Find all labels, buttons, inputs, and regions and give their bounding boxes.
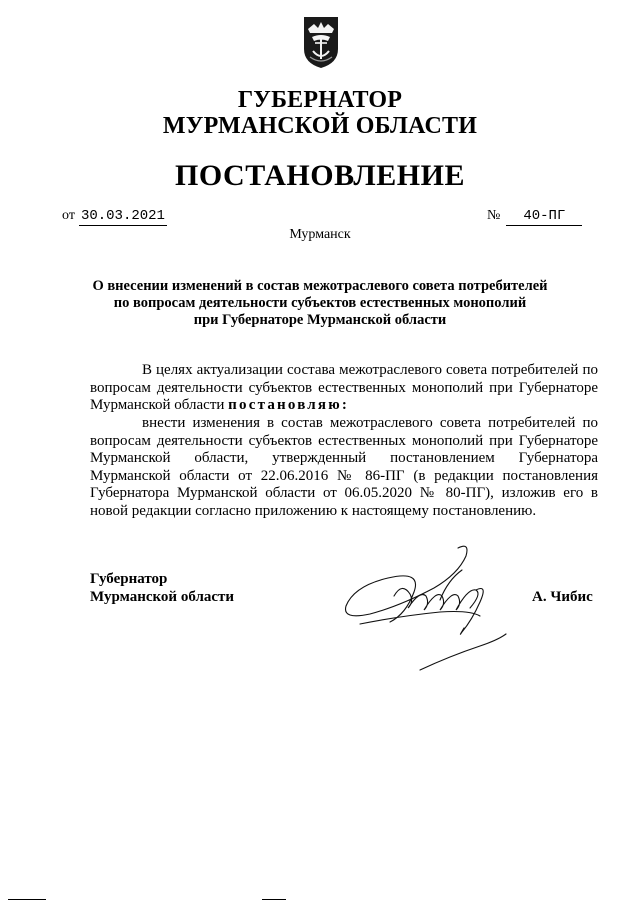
signer-title-line1: Губернатор <box>90 571 168 587</box>
date-prefix: от <box>62 208 75 223</box>
authority-title-line1: ГУБЕРНАТОР <box>237 87 403 113</box>
document-city: Мурманск <box>289 227 351 242</box>
decree-word: постановляю: <box>228 397 350 413</box>
signer-title <box>90 571 234 606</box>
document-number-row <box>487 207 582 226</box>
document-date: 30.03.2021 <box>80 208 165 224</box>
body-paragraph-2: внести изменения в состав межотраслевого совета потребителей по вопросам деятельности субъектов естественных монополий при Губернаторе Мурманской области, утвержденный постановлением Губернатора Мурманской области от 22.06.2016 № 86-ПГ (в редакции постановления Губернатора Мурманской области от 06.05.2020 № 80-ПГ), изложив его в новой редакции согласно приложению к настоящему постановлению. <box>90 415 598 519</box>
document-subject <box>60 278 580 329</box>
document-date-row <box>62 207 167 226</box>
handwritten-signature-icon <box>330 540 530 680</box>
signer-title-line2: Мурманской области <box>90 588 235 605</box>
subject-line2: по вопросам деятельности субъектов естественных монополий <box>113 295 527 311</box>
authority-title-line2: МУРМАНСКОЙ ОБЛАСТИ <box>162 113 478 139</box>
body-paragraph-1 <box>90 362 598 415</box>
footer-divider-center <box>262 899 286 900</box>
footer-divider-left <box>8 899 46 900</box>
subject-line3: при Губернаторе Мурманской области <box>193 312 447 328</box>
document-number: 40-ПГ <box>506 207 582 226</box>
body-paragraph-1-text: В целях актуализации состава межотраслевого совета потребителей по вопросам деятельности субъектов естественных монополий при Губернаторе Мурманской области <box>90 362 598 413</box>
signer-name: А. Чибис <box>532 589 593 605</box>
document-type: ПОСТАНОВЛЕНИЕ <box>175 159 465 192</box>
murmansk-coat-of-arms-icon <box>302 15 340 69</box>
number-sign: № <box>487 208 501 223</box>
subject-line1: О внесении изменений в состав межотраслевого совета потребителей <box>92 278 548 294</box>
